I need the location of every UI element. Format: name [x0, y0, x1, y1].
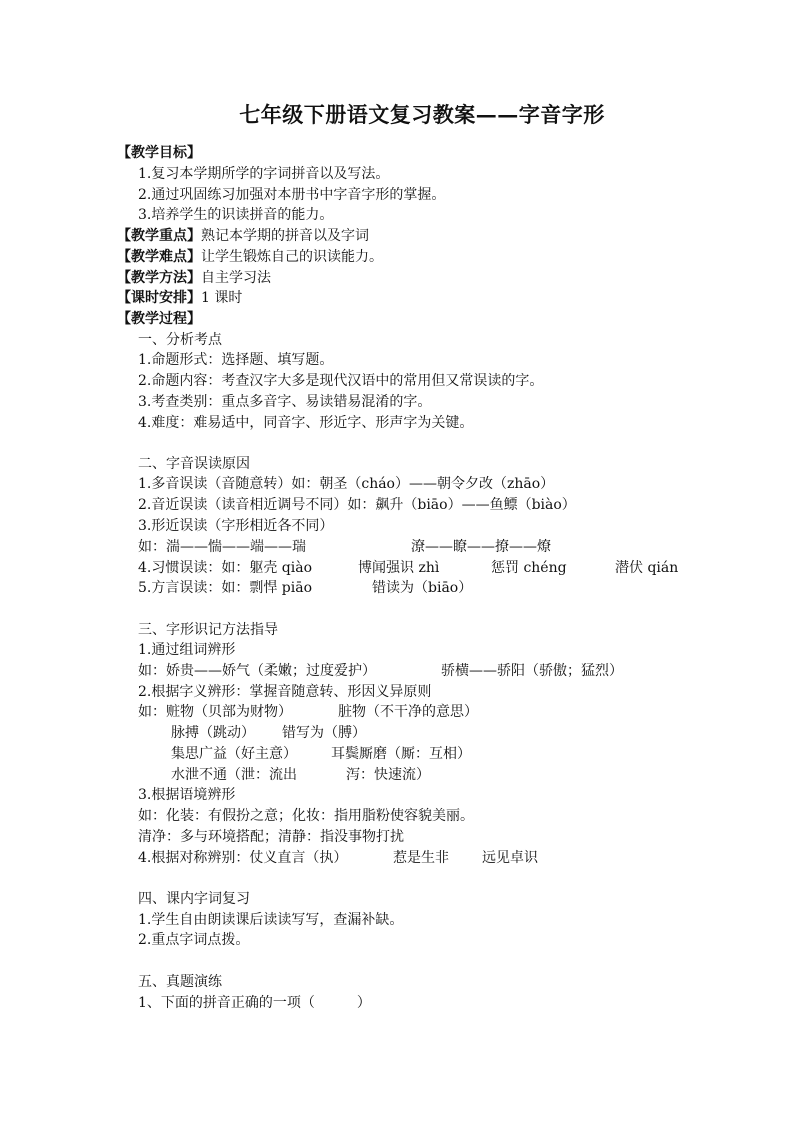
example-line: 水泄不通（泄：流出: [171, 767, 297, 783]
list-item: 3.考查类别：重点多音字、易读错易混淆的字。: [138, 394, 432, 410]
list-item: 5.方言误读：如：剽悍 piāo: [138, 580, 313, 596]
example-line: 集思广益（好主意）: [171, 746, 297, 762]
goals-label: 【教学目标】: [117, 145, 201, 161]
list-item: 2.重点字词点拨。: [138, 932, 250, 948]
list-item: 1.学生自由朗读课后读读写写，查漏补缺。: [138, 912, 404, 928]
example-line: 泻：快速流）: [346, 767, 430, 783]
list-item: 1.命题形式：选择题、填写题。: [138, 352, 334, 368]
section-heading: 三、字形识记方法指导: [138, 622, 278, 638]
example-line: 脏物（不干净的意思）: [338, 704, 478, 720]
key-point-label: 【教学重点】: [117, 228, 201, 244]
list-item: 4.习惯误读：如：躯壳 qiào: [138, 560, 313, 576]
schedule-text: 1 课时: [201, 290, 243, 306]
section-heading: 二、字音误读原因: [138, 456, 250, 472]
example-line: 耳鬓厮磨（厮：互相）: [331, 746, 471, 762]
key-point-text: 熟记本学期的拼音以及字词: [201, 228, 369, 244]
goal-item: 1.复习本学期所学的字词拼音以及写法。: [138, 166, 390, 182]
list-item: 3.形近误读（字形相近各不同）: [138, 518, 334, 534]
example-line: 错写为（膊）: [282, 725, 366, 741]
example-word: 惩罚 chéng: [491, 560, 567, 576]
example-line: 如：化装：有假扮之意；化妆：指用脂粉使容貌美丽。: [138, 808, 474, 824]
section-heading: 五、真题演练: [138, 974, 222, 990]
goal-item: 2.通过巩固练习加强对本册书中字音字形的掌握。: [138, 187, 446, 203]
example-word: 潜伏 qián: [615, 560, 679, 576]
example-line: 清净：多与环境搭配；清静：指没事物打扰: [138, 829, 404, 845]
example-word: 惹是生非: [393, 850, 449, 866]
example-line: 潦——瞭——撩——燎: [411, 539, 551, 555]
difficulty-label: 【教学难点】: [117, 249, 201, 265]
difficulty-row: [117, 247, 383, 267]
list-item: 1.通过组词辨形: [138, 642, 236, 658]
list-item: 2.命题内容：考查汉字大多是现代汉语中的常用但又常误读的字。: [138, 373, 544, 389]
method-label: 【教学方法】: [117, 270, 201, 286]
process-label: 【教学过程】: [117, 311, 201, 327]
schedule-label: 【课时安排】: [117, 290, 201, 306]
list-item: 4.根据对称辨别：仗义直言（执）: [138, 850, 348, 866]
example-line: 如：娇贵——娇气（柔嫩；过度爱护）: [138, 663, 376, 679]
list-item: 2.音近误读（读音相近调号不同）如：飙升（biāo）——鱼鳔（biào）: [138, 497, 576, 513]
section-heading: 四、课内字词复习: [138, 891, 250, 907]
list-item: 1.多音误读（音随意转）如：朝圣（cháo）——朝令夕改（zhāo）: [138, 476, 555, 492]
schedule-row: [117, 288, 242, 308]
example-line: 如：湍——惴——端——瑞: [138, 539, 306, 555]
goal-item: 3.培养学生的识读拼音的能力。: [138, 207, 334, 223]
example-line: 如：赃物（贝部为财物）: [138, 704, 292, 720]
list-item: 2.根据字义辨形：掌握音随意转、形因义异原则: [138, 684, 432, 700]
list-item: 3.根据语境辨形: [138, 787, 236, 803]
section-heading: 一、分析考点: [138, 332, 222, 348]
list-item: 4.难度：难易适中，同音字、形近字、形声字为关键。: [138, 415, 474, 431]
example-word: 博闻强识 zhì: [358, 560, 440, 576]
method-row: [117, 268, 271, 288]
example-line: 脉搏（跳动）: [171, 725, 255, 741]
example-word: 远见卓识: [482, 850, 538, 866]
example-word: 错读为（biāo）: [372, 580, 473, 596]
example-line: 骄横——骄阳（骄傲；猛烈）: [441, 663, 623, 679]
difficulty-text: 让学生锻炼自己的识读能力。: [201, 249, 383, 265]
method-text: 自主学习法: [201, 270, 271, 286]
document-title: 七年级下册语文复习教案——字音字形: [239, 102, 605, 127]
question-item: 1、下面的拼音正确的一项（ ）: [138, 995, 371, 1011]
key-point-row: [117, 226, 369, 246]
